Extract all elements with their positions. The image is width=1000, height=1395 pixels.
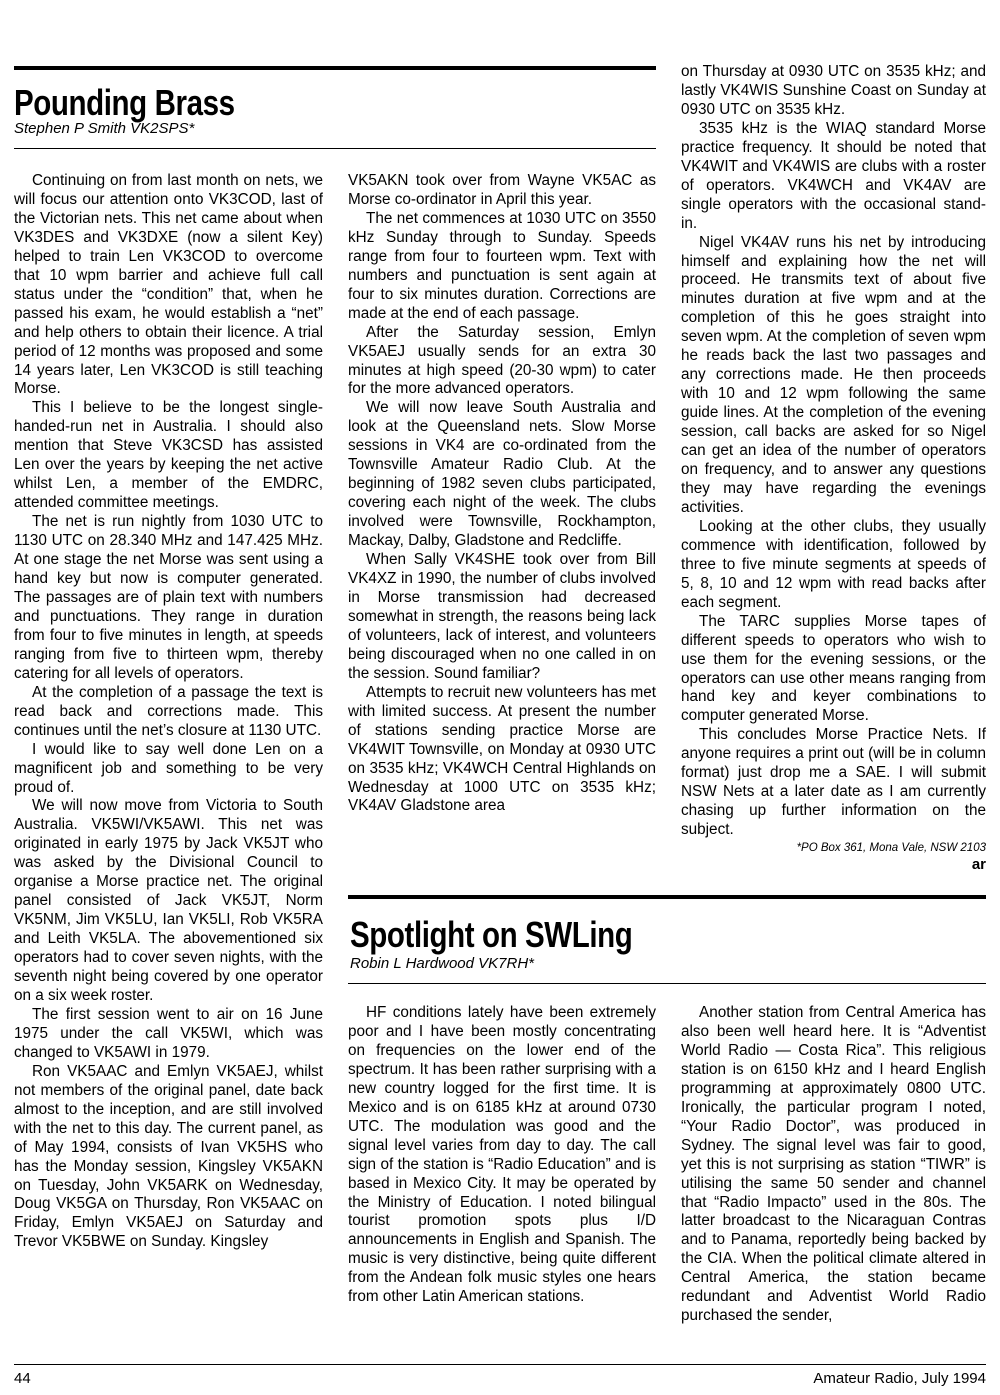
title-rule-bottom — [14, 148, 656, 149]
article-column-2 — [681, 1004, 986, 1344]
paragraph: The net is run nightly from 1030 UTC to 1130 UTC on 28.340 MHz and 147.425 MHz. At one stage the net Morse was sent using a hand key but now is computer generated. The passages are of plain text with numbers and punctuations. They range in duration from four to five minutes in length, at speeds ranging from five to thirteen wpm, thereby catering for all levels of operators. — [14, 513, 323, 682]
paragraph: At the completion of a passage the text is read back and corrections made. This continues until the net’s closure at 1130 UTC. — [14, 683, 323, 739]
article-column-1 — [14, 172, 323, 1347]
title-rule-top — [348, 895, 986, 899]
paragraph-continued: VK5AKN took over from Wayne VK5AC as Morse co-ordinator in April this year. — [348, 172, 656, 208]
paragraph-continued: on Thursday at 0930 UTC on 3535 kHz; and lastly VK4WIS Sunshine Coast on Sunday at 0930 UTC on 3535 kHz. — [681, 63, 986, 118]
paragraph: I would like to say well done Len on a magnificent job and something to be very proud of. — [14, 740, 323, 796]
paragraph: Continuing on from last month on nets, we will focus our attention onto VK3COD, last of the Victorian nets. This net came about when VK3DES and VK3DXE (now a silent Key) helped to train Len VK3COD to overcome that 10 wpm barrier and achieve full call status under the “condition” that, when he passed his exam, he would establish a “net” and help others to obtain their licence. A trial period of 12 months was proposed and some 14 years later, Len VK3COD is still teaching Morse. — [14, 172, 323, 398]
paragraph: Ron VK5AAC and Emlyn VK5AEJ, whilst not members of the original panel, date back almost to the inception, and are still involved with the net to this day. The current panel, as of May 1994, consists of Ivan VK5HS who has the Monday session, Kingsley VK5AKN on Tuesday, John VK5ARK on Wednesday, Doug VK5GA on Thursday, Ron VK5AAC on Friday, Emlyn VK5AEJ on Saturday and Trevor VK5BWE on Sunday. Kingsley — [14, 1062, 323, 1251]
article-byline: Stephen P Smith VK2SPS* — [14, 120, 195, 137]
paragraph: This concludes Morse Practice Nets. If anyone requires a print out (will be in column format) just drop me a SAE. I will submit NSW Nets at a later date as I am currently chasing up further information on the subject. — [681, 726, 986, 839]
paragraph: Attempts to recruit new volunteers has met with limited success. At present the number of stations sending practice Morse are VK4WIT Townsville, on Monday at 0930 UTC on 3535 kHz; VK4WCH Central Highlands on Wednesday at 1000 UTC on 3535 kHz; VK4AV Gladstone area — [348, 683, 656, 815]
paragraph: We will now leave South Australia and look at the Queensland nets. Slow Morse sessions in VK4 are co-ordinated from the Townsville Amateur Radio Club. At the beginning of 1982 seven clubs participated, covering each night of the week. The clubs involved were Townsville, Rockhampton, Mackay, Dalby, Gladstone and Redcliffe. — [348, 399, 656, 550]
paragraph: When Sally VK4SHE took over from Bill VK4XZ in 1990, the number of clubs involved in Morse transmission had decreased somewhat in strength, the reasons being lack of volunteers, lack of interest, and volunteers being discouraged when no one called in on the session. Sound familiar? — [348, 551, 656, 682]
article-title: Pounding Brass — [14, 82, 235, 123]
paragraph: Nigel VK4AV runs his net by introducing himself and explaining how the net will proceed. He transmits text of about five minutes duration at five wpm and at the completion of this he goes straight into seven wpm. At the completion of seven wpm he reads back the last two passages and any corrections made. He then proceeds with 10 and 12 wpm following the same guide lines. At the completion of the evening session, call backs are asked for so Nigel can get an idea of the number of operators on frequency, and to answer any questions they may have regarding the evenings activities. — [681, 233, 986, 516]
paragraph: The TARC supplies Morse tapes of different speeds to operators who wish to use them for the evening sessions, or the operators can use other means ranging from hand key and keyer combinations to computer generated Morse. — [681, 612, 986, 725]
page-number: 44 — [14, 1370, 31, 1387]
paragraph: The first session went to air on 16 June 1975 under the call VK5WI, which was changed to VK5AWI in 1979. — [14, 1005, 323, 1061]
article-title: Spotlight on SWLing — [350, 914, 633, 955]
article-byline: Robin L Hardwood VK7RH* — [350, 955, 534, 972]
paragraph: Looking at the other clubs, they usually commence with identification, followed by three to five minute segments at speeds of 5, 8, 10 and 12 wpm with read backs after each segment. — [681, 517, 986, 611]
end-mark: ar — [971, 856, 986, 874]
title-rule-bottom — [348, 983, 986, 984]
paragraph: The net commences at 1030 UTC on 3550 kHz Sunday through to Sunday. Speeds range from four to fourteen wpm. Text with numbers and punctuation is sent again at four to six minutes duration. Corrections are made at the end of each passage. — [348, 209, 656, 322]
publication-info: Amateur Radio, July 1994 — [813, 1370, 986, 1387]
paragraph: This I believe to be the longest single-handed-run net in Australia. I should also mention that Steve VK3CSD has assisted Len over the years by keeping the net active whilst Len, a member of the EMDRC, attended committee meetings. — [14, 399, 323, 512]
paragraph: 3535 kHz is the WIAQ standard Morse practice frequency. It should be noted that VK4WIT and VK4WIS are clubs with a roster of operators. VK4WCH and VK4AV are single operators with the occasional stand-in. — [681, 119, 986, 232]
paragraph: We will now move from Victoria to South Australia. VK5WI/VK5AWI. This net was originated in early 1975 by Jack VK5JT who was asked by the Divisional Council to organise a Morse practice net. The original panel consisted of Jack VK5JT, Norm VK5NM, Jim VK5LU, Ian VK5LI, Rob VK5RA and Leith VK5LA. The abovementioned six operators had to cover seven nights, with the seventh night being covered by one operator on a six week roster. — [14, 797, 323, 1004]
article-column-2 — [348, 172, 656, 872]
article-column-1 — [348, 1004, 656, 1344]
paragraph: Another station from Central America has also been well heard here. It is “Adventist World Radio — Costa Rica”. This religious station is on 6150 kHz and I heard English programming at approximately 0800 UTC. Ironically, the particular program I noted, “Your Radio Doctor”, was produced in Sydney. The signal level was fair to good, yet this is not surprising as station “TIWR” is utilising the same 50 sender and channel that “Radio Impacto” used in the 80s. The latter broadcast to the Nicaraguan Contras and to Panama, reportedly being backed by the CIA. When the political climate altered in Central America, the station became redundant and Adventist World Radio purchased the sender, — [681, 1004, 986, 1325]
article-column-3 — [681, 63, 986, 878]
title-rule-top — [14, 66, 656, 70]
footer-rule — [14, 1364, 986, 1365]
author-address: *PO Box 361, Mona Vale, NSW 2103 — [796, 842, 986, 855]
paragraph: After the Saturday session, Emlyn VK5AEJ usually sends for an extra 30 minutes at high speed (20-30 wpm) to cater for the more advanced operators. — [348, 323, 656, 398]
paragraph: HF conditions lately have been extremely poor and I have been mostly concentrating on frequencies on the lower end of the spectrum. It has been rather surprising with a new country logged for the first time. It is Mexico and is on 6185 kHz at around 0730 UTC. The modulation was good and the signal level varies from day to day. The call sign of the station is “Radio Education” and is based in Mexico City. It may be operated by the Ministry of Education. I noted bilingual tourist promotion spots plus I/D announcements in English and Spanish. The music is very distinctive, being quite different from the Andean folk music styles one hears from other Latin American stations. — [348, 1004, 656, 1306]
